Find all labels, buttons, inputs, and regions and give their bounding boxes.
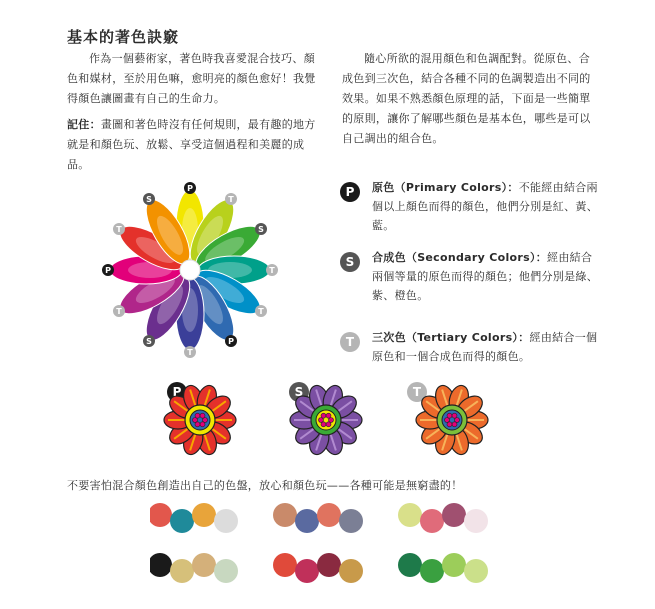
wheel-badge — [255, 305, 267, 317]
color-swatch — [170, 559, 194, 583]
palette-swatches — [150, 495, 510, 595]
definition-tertiary — [340, 328, 600, 366]
svg-text:S: S — [146, 194, 152, 204]
flower-secondary-badge: S — [289, 382, 309, 402]
color-swatch — [442, 503, 466, 527]
primary-description: 不能經由結合兩個以上顏色而得的顏色，他們分別是紅、黃、藍。 — [372, 181, 598, 232]
color-swatch — [420, 509, 444, 533]
svg-text:T: T — [269, 266, 275, 275]
color-swatch — [273, 553, 297, 577]
color-swatch — [214, 509, 238, 533]
wheel-badge — [143, 335, 155, 347]
flower-primary-badge: P — [167, 382, 187, 402]
flower-secondary-icon — [286, 380, 366, 460]
note-paragraph — [67, 115, 325, 175]
wheel-badge — [184, 182, 196, 194]
color-swatch — [317, 503, 341, 527]
color-swatch — [214, 559, 238, 583]
tertiary-badge: T — [340, 332, 360, 352]
wheel-badge — [113, 305, 125, 317]
secondary-badge: S — [340, 252, 360, 272]
svg-text:P: P — [187, 184, 193, 193]
color-swatch — [192, 503, 216, 527]
svg-text:S: S — [258, 225, 264, 234]
svg-text:T: T — [187, 348, 193, 357]
palette-group — [398, 553, 488, 583]
wheel-badge — [225, 335, 237, 347]
color-swatch — [464, 559, 488, 583]
color-swatch — [295, 559, 319, 583]
color-swatch — [192, 553, 216, 577]
svg-text:S: S — [146, 337, 152, 347]
color-swatch — [420, 559, 444, 583]
wheel-badge — [113, 223, 125, 235]
intro-paragraph: 作為一個藝術家，著色時我喜愛混合技巧、顏色和媒材，至於用色嘛，愈明亮的顏色愈好！我覺得顏色讓圖畫有自己的生命力。 — [67, 52, 316, 105]
svg-text:T: T — [116, 307, 122, 316]
note-label: 記住： — [67, 118, 101, 131]
wheel-badge — [102, 264, 114, 276]
color-swatch — [339, 559, 363, 583]
color-swatch — [339, 509, 363, 533]
secondary-description: 經由結合兩個等量的原色而得的顏色；他們分別是綠、紫、橙色。 — [372, 251, 598, 302]
page-title: 基本的著色訣竅 — [67, 28, 180, 46]
wheel-badge — [255, 223, 267, 235]
palette-group — [150, 553, 238, 583]
svg-text:T: T — [228, 194, 234, 204]
secondary-heading: 合成色（Secondary Colors）： — [372, 251, 548, 264]
color-swatch — [398, 503, 422, 527]
palette-group — [273, 553, 363, 583]
color-swatch — [442, 553, 466, 577]
primary-heading: 原色（Primary Colors）： — [372, 181, 519, 194]
closing-text: 不要害怕混合顏色創造出自己的色盤，放心和顏色玩——各種可能是無窮盡的！ — [67, 479, 463, 492]
tertiary-heading: 三次色（Tertiary Colors）： — [372, 331, 530, 344]
color-swatch — [317, 553, 341, 577]
color-swatch — [150, 503, 172, 527]
color-swatch — [150, 553, 172, 577]
color-swatch — [273, 503, 297, 527]
color-swatch — [464, 509, 488, 533]
wheel-badge — [225, 193, 237, 205]
palette-group — [398, 503, 488, 533]
svg-text:T: T — [258, 307, 264, 316]
svg-text:P: P — [228, 337, 234, 347]
wheel-badge — [266, 264, 278, 276]
palette-group — [150, 503, 238, 533]
color-wheel — [100, 180, 280, 360]
color-swatch — [398, 553, 422, 577]
note-text: 畫圖和著色時沒有任何規則，最有趣的地方就是和顏色玩、放鬆、享受這個過程和美麗的成品。 — [67, 118, 316, 171]
wheel-center — [180, 260, 200, 280]
definition-primary — [340, 178, 600, 235]
flower-primary-icon — [160, 380, 240, 460]
palette-group — [273, 503, 363, 533]
tertiary-description: 經由結合一個原色和一個合成色而得的顏色。 — [372, 331, 598, 363]
flower-tertiary-badge: T — [407, 382, 427, 402]
wheel-badge — [184, 346, 196, 358]
flower-tertiary-icon — [412, 380, 492, 460]
color-swatch — [170, 509, 194, 533]
svg-text:P: P — [105, 266, 111, 275]
wheel-badge — [143, 193, 155, 205]
svg-text:T: T — [116, 225, 122, 234]
color-swatch — [295, 509, 319, 533]
right-intro-paragraph: 隨心所欲的混用顏色和色調配對。從原色、合成色到三次色，結合各種不同的色調製造出不同的效果。如果不熟悉顏色原理的話，下面是一些簡單的原則，讓你了解哪些顏色是基本色，哪些是可以自己調出的組合色。 — [342, 52, 591, 145]
definition-secondary — [340, 248, 600, 305]
primary-badge: P — [340, 182, 360, 202]
